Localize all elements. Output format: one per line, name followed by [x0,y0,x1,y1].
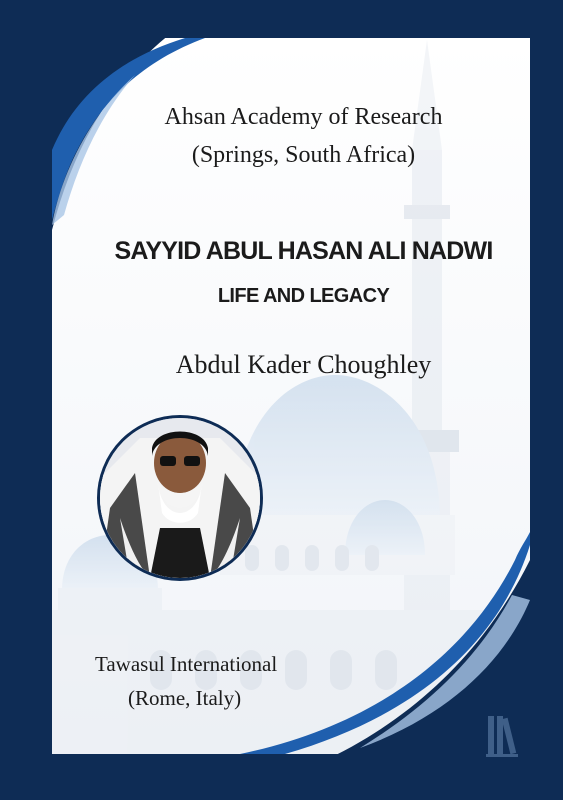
author-name: Abdul Kader Choughley [175,350,432,379]
book-stack-icon [482,710,522,760]
portrait-image [100,418,260,578]
institution-location: (Springs, South Africa) [191,142,416,168]
institution-name: Ahsan Academy of Research [164,104,443,130]
publisher-name: Tawasul International [95,652,278,676]
publisher-location: (Rome, Italy) [128,686,242,710]
author-portrait [97,415,263,581]
book-title: SAYYID ABUL HASAN ALI NADWI [114,237,493,265]
book-subtitle: LIFE AND LEGACY [217,285,390,307]
